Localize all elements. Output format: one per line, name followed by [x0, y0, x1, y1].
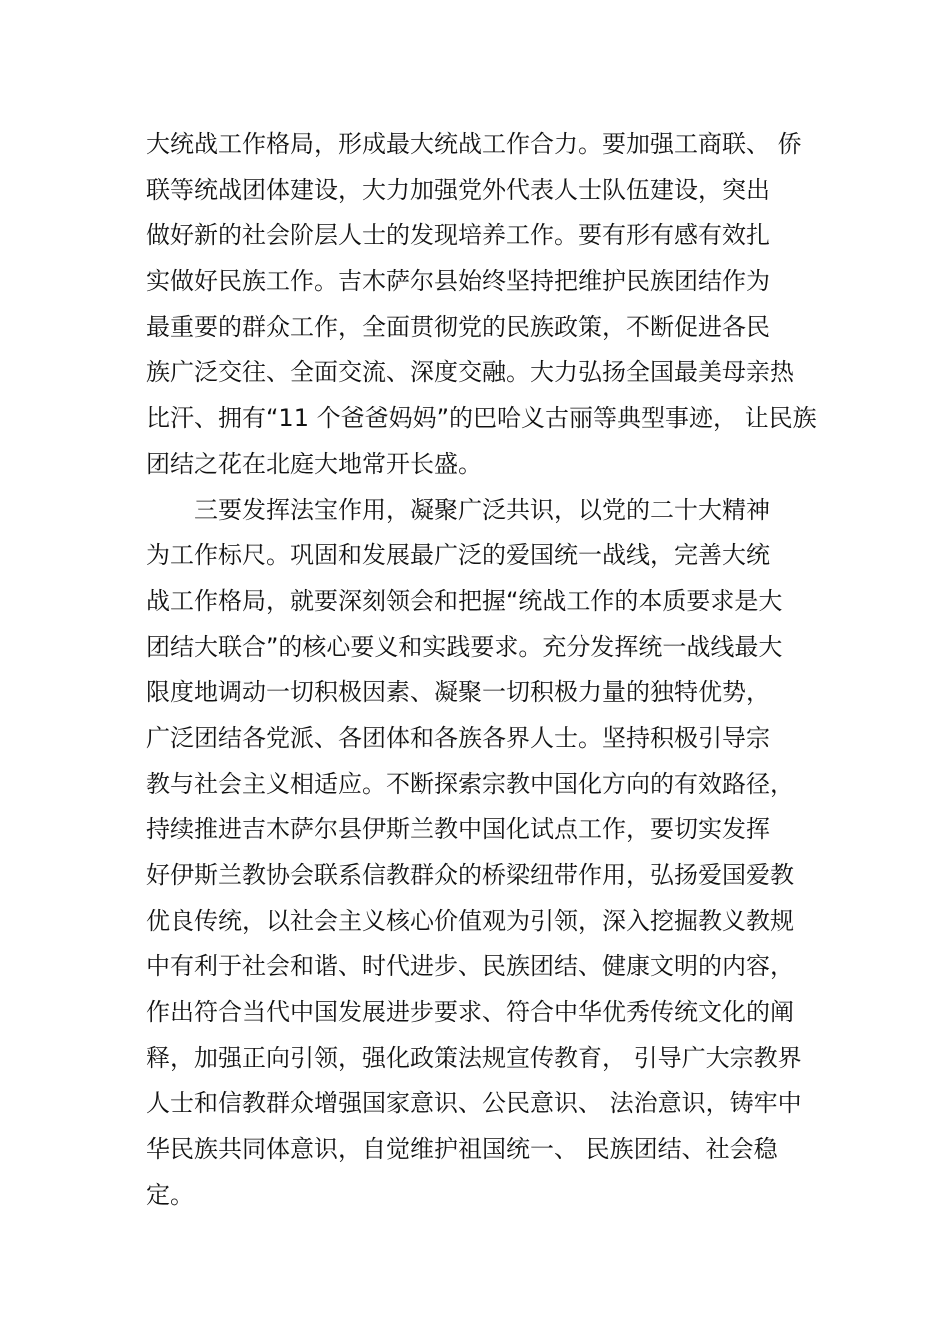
text-line: 团结大联合”的核心要义和实践要求。充分发挥统一战线最大: [146, 632, 783, 661]
text-line: 作出符合当代中国发展进步要求、符合中华优秀传统文化的阐: [146, 998, 794, 1027]
text-line: 比汗、拥有“11 个爸爸妈妈”的巴哈义古丽等典型事迹， 让民族: [146, 404, 817, 433]
text-line: 实做好民族工作。吉木萨尔县始终坚持把维护民族团结作为: [146, 267, 770, 296]
text-line: 中有利于社会和谐、时代进步、民族团结、健康文明的内容，: [146, 952, 794, 981]
text-line: 团结之花在北庭大地常开长盛。: [146, 449, 482, 478]
text-line: 族广泛交往、全面交流、深度交融。大力弘扬全国最美母亲热: [146, 358, 794, 387]
text-line: 优良传统，以社会主义核心价值观为引领，深入挖掘教义教规: [146, 906, 794, 935]
text-line: 释，加强正向引领，强化政策法规宣传教育， 引导广大宗教界: [146, 1043, 802, 1072]
text-line: 做好新的社会阶层人士的发现培养工作。要有形有感有效扎: [146, 221, 770, 250]
text-line: 为工作标尺。巩固和发展最广泛的爱国统一战线，完善大统: [146, 541, 770, 570]
text-line: 大统战工作格局，形成最大统战工作合力。要加强工商联、 侨: [146, 130, 802, 158]
body-text: [146, 122, 826, 1219]
text-line: 持续推进吉木萨尔县伊斯兰教中国化试点工作，要切实发挥: [146, 815, 770, 844]
text-line: 最重要的群众工作，全面贯彻党的民族政策，不断促进各民: [146, 312, 770, 341]
text-line: 人士和信教群众增强国家意识、公民意识、 法治意识，铸牢中: [146, 1089, 802, 1118]
text-line: 好伊斯兰教协会联系信教群众的桥梁纽带作用，弘扬爱国爱教: [146, 861, 794, 889]
text-line: 限度地调动一切积极因素、凝聚一切积极力量的独特优势，: [146, 678, 770, 707]
text-line: 战工作格局，就要深刻领会和把握“统战工作的本质要求是大: [146, 586, 783, 615]
text-line: 联等统战团体建设，大力加强党外代表人士队伍建设，突出: [146, 175, 770, 204]
text-line: 定。: [146, 1180, 194, 1209]
text-line: 教与社会主义相适应。不断探索宗教中国化方向的有效路径，: [146, 769, 794, 798]
text-line: 三要发挥法宝作用，凝聚广泛共识，以党的二十大精神: [146, 495, 770, 524]
text-line: 广泛团结各党派、各团体和各族各界人士。坚持积极引导宗: [146, 723, 770, 752]
text-line: 华民族共同体意识，自觉维护祖国统一、 民族团结、社会稳: [146, 1135, 778, 1164]
